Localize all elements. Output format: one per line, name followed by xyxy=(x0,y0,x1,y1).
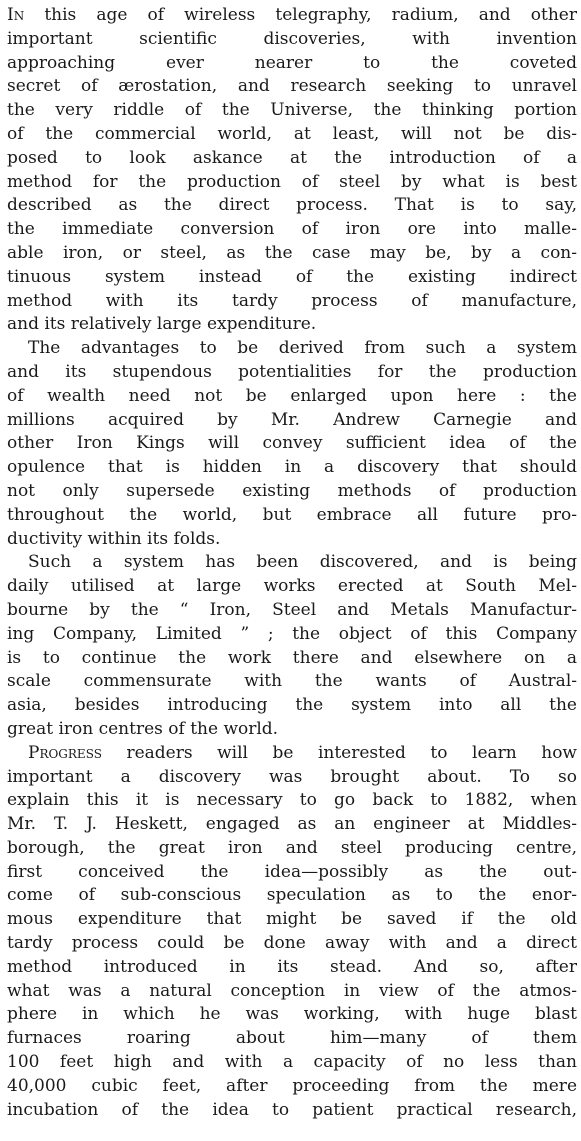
text-line: posed to look askance at the introduction of a xyxy=(7,147,577,168)
text-line: important a discovery was brought about. To so xyxy=(7,766,577,787)
text-line: The advantages to be derived from such a system xyxy=(28,338,577,359)
text-line: explain this it is necessary to go back to 1882, when xyxy=(7,790,577,811)
text-line: scale commensurate with the wants of Austral- xyxy=(7,671,577,692)
text-line: is to continue the work there and elsewhere on a xyxy=(7,647,577,668)
text-line: described as the direct process. That is to say, xyxy=(7,195,577,216)
paragraph-2 xyxy=(7,337,577,551)
text-line: borough, the great iron and steel producing centre, xyxy=(7,837,577,858)
text-line: and its relatively large expenditure. xyxy=(7,314,317,335)
text-line: method for the production of steel by what is best xyxy=(7,171,577,192)
text-line: bourne by the “ Iron, Steel and Metals Manufactur- xyxy=(7,599,577,620)
text-line: and its stupendous potentialities for the production xyxy=(7,361,577,382)
paragraph-3 xyxy=(7,551,577,741)
text-line: come of sub-conscious speculation as to the enor- xyxy=(7,885,577,906)
text-line: opulence that is hidden in a discovery that should xyxy=(7,457,577,478)
paragraph-1 xyxy=(7,4,577,337)
text-line: mous expenditure that might be saved if the old xyxy=(7,909,577,930)
text-line: phere in which he was working, with huge blast xyxy=(7,1004,577,1025)
text-line: ductivity within its folds. xyxy=(7,528,221,549)
text-line: Progress readers will be interested to learn how xyxy=(28,742,577,763)
text-line: Mr. T. J. Heskett, engaged as an engineer at Middles- xyxy=(7,814,577,835)
text-line: not only supersede existing methods of production xyxy=(7,480,577,501)
text-line: furnaces roaring about him—many of them xyxy=(7,1028,577,1049)
text-line: approaching ever nearer to the coveted xyxy=(7,52,577,73)
text-line: what was a natural conception in view of the atmos- xyxy=(7,980,577,1001)
text-line: 100 feet high and with a capacity of no less than xyxy=(7,1052,577,1073)
text-line: other Iron Kings will convey sufficient idea of the xyxy=(7,433,577,454)
text-line: In this age of wireless telegraphy, radium, and other xyxy=(7,5,577,25)
text-line: incubation of the idea to patient practical research, xyxy=(7,1099,577,1120)
text-line: 40,000 cubic feet, after proceeding from the mere xyxy=(7,1075,577,1096)
text-line: of the commercial world, at least, will not be dis- xyxy=(7,123,577,144)
text-line: first conceived the idea—possibly as the out- xyxy=(7,861,577,882)
text-line: method introduced in its stead. And so, after xyxy=(7,956,577,977)
small-caps-lead: In xyxy=(7,5,25,25)
small-caps-lead: Progress xyxy=(28,742,102,763)
text-line: throughout the world, but embrace all future pro- xyxy=(7,504,577,525)
text-line: important scientific discoveries, with invention xyxy=(7,28,577,49)
text-line: great iron centres of the world. xyxy=(7,718,279,739)
text-line: able iron, or steel, as the case may be, by a con- xyxy=(7,242,577,263)
paragraph-4 xyxy=(7,742,577,1123)
text-line: ing Company, Limited ” ; the object of this Company xyxy=(7,623,577,644)
text-line: the immediate conversion of iron ore into malle- xyxy=(7,219,577,240)
text-line: secret of ærostation, and research seeking to unravel xyxy=(7,76,577,97)
text-line: method with its tardy process of manufacture, xyxy=(7,290,577,311)
text-line: tinuous system instead of the existing indirect xyxy=(7,266,577,287)
text-line: Such a system has been discovered, and is being xyxy=(28,552,577,573)
text-line: millions acquired by Mr. Andrew Carnegie and xyxy=(7,409,577,430)
text-line: daily utilised at large works erected at South Mel- xyxy=(7,576,577,597)
text-line: the very riddle of the Universe, the thinking portion xyxy=(7,100,577,121)
text-line: tardy process could be done away with and a direct xyxy=(7,933,577,954)
text-line: of wealth need not be enlarged upon here : the xyxy=(7,385,577,406)
text-line: asia, besides introducing the system into all the xyxy=(7,695,577,716)
